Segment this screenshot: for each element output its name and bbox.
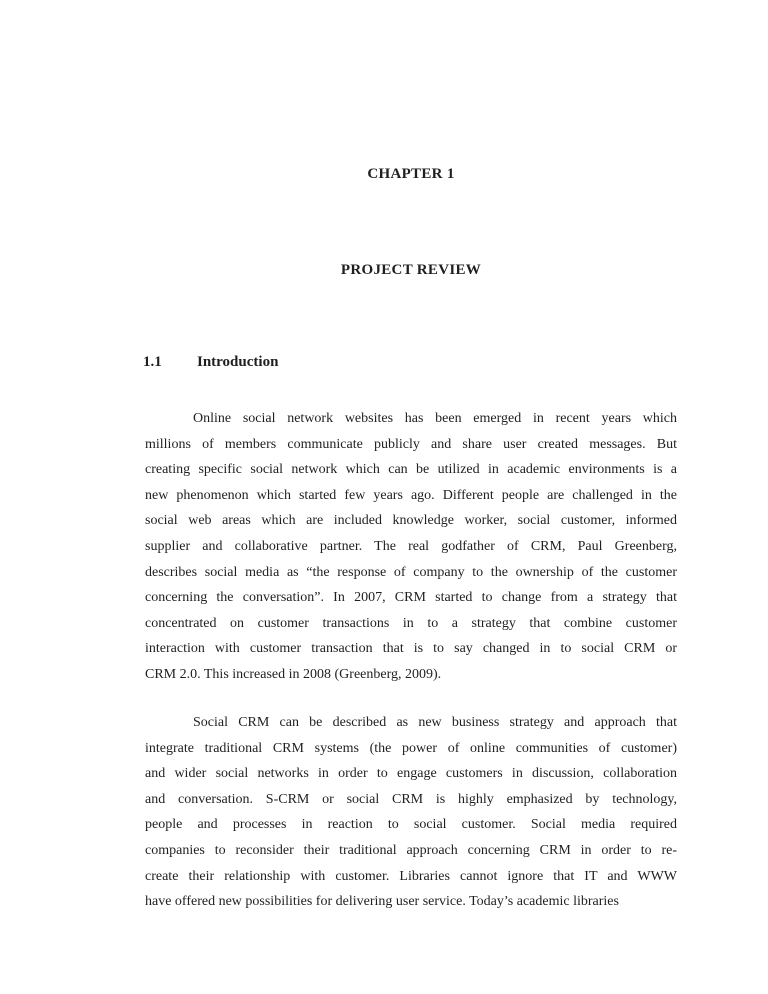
text-line: and conversation. S-CRM or social CRM is highly emphasized by technology, — [145, 791, 677, 807]
text-line: social web areas which are included knowledge worker, social customer, informed — [145, 513, 677, 529]
text-line: supplier and collaborative partner. The real godfather of CRM, Paul Greenberg, — [145, 538, 677, 554]
section-number: 1.1 — [143, 354, 162, 370]
text-line: people and processes in reaction to social customer. Social media required — [145, 817, 677, 833]
text-line: have offered new possibilities for delivering user service. Today’s academic libraries — [145, 894, 619, 910]
text-line: creating specific social network which can be utilized in academic environments is a — [145, 462, 677, 478]
text-line: Social CRM can be described as new business strategy and approach that — [193, 715, 677, 730]
text-line: concentrated on customer transactions in to a strategy that combine customer — [145, 615, 677, 631]
text-line: new phenomenon which started few years ago. Different people are challenged in the — [145, 487, 677, 503]
text-line: concerning the conversation”. In 2007, CRM started to change from a strategy that — [145, 590, 677, 606]
text-line: describes social media as “the response of company to the ownership of the customer — [145, 564, 677, 580]
document-title: PROJECT REVIEW — [340, 262, 482, 278]
paragraph-2 — [145, 710, 677, 915]
text-line: CRM 2.0. This increased in 2008 (Greenberg, 2009). — [145, 666, 442, 682]
text-line: interaction with customer transaction that is to say changed in to social CRM or — [145, 641, 677, 657]
text-line: create their relationship with customer. Libraries cannot ignore that IT and WWW — [145, 868, 677, 884]
text-line: companies to reconsider their traditional approach concerning CRM in order to re- — [145, 842, 677, 858]
section-heading — [143, 354, 677, 371]
text-line: and wider social networks in order to engage customers in discussion, collaboration — [145, 766, 677, 782]
section-title: Introduction — [197, 354, 279, 370]
text-line: integrate traditional CRM systems (the power of online communities of customer) — [145, 740, 677, 756]
paragraph-1 — [145, 406, 677, 688]
chapter-heading: CHAPTER 1 — [367, 166, 455, 182]
text-line: Online social network websites has been emerged in recent years which — [193, 411, 677, 426]
text-line: millions of members communicate publicly and share user created messages. But — [145, 436, 677, 452]
